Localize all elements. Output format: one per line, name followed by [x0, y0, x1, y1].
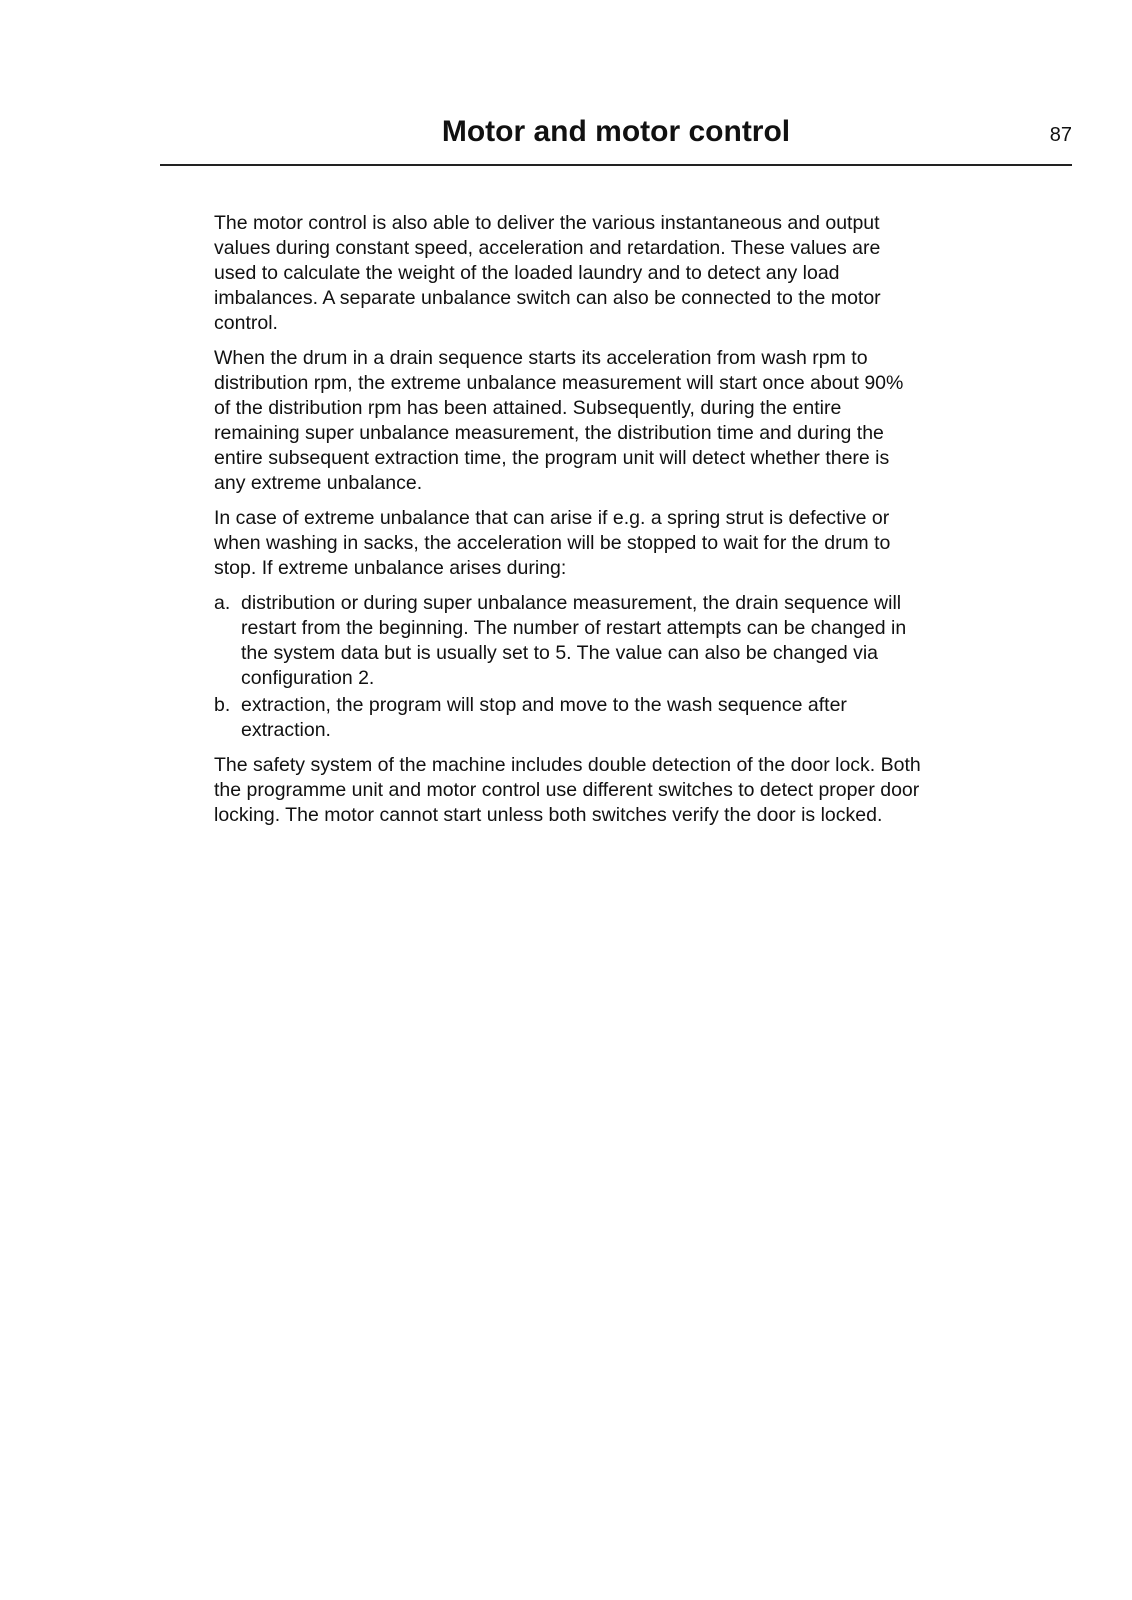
list-item-text: extraction, the program will stop and move to the wash sequence after extraction. — [241, 694, 847, 741]
paragraph-motor-control-values: The motor control is also able to deliver the various instantaneous and output values during constant speed, acceleration and retardation. These values are used to calculate the weight of the loaded laundry and to detect any load imbalances. A separate unbalance switch can also be connected to the motor control. — [214, 212, 881, 334]
page-number: 87 — [1049, 124, 1072, 146]
page-title: Motor and motor control — [441, 115, 791, 148]
paragraph-safety-system: The safety system of the machine includes double detection of the door lock. Both the programme unit and motor control use different switches to detect proper door locking. The motor cannot start unless both switches verify the door is locked. — [214, 754, 921, 826]
list-marker: a. — [214, 592, 231, 614]
list-item — [214, 693, 924, 743]
list-item — [214, 591, 924, 691]
page-header — [160, 112, 1072, 166]
paragraph-extreme-unbalance-cases: In case of extreme unbalance that can arise if e.g. a spring strut is defective or when washing in sacks, the acceleration will be stopped to wait for the drum to stop. If extreme unbalance arises during: — [214, 507, 891, 579]
list-marker: b. — [214, 694, 231, 716]
list-item-text: distribution or during super unbalance measurement, the drain sequence will restart from the beginning. The number of restart attempts can be changed in the system data but is usually set to 5. The value can also be changed via configuration 2. — [241, 592, 907, 689]
body-text — [214, 211, 924, 838]
unbalance-list — [214, 591, 924, 743]
paragraph-extreme-unbalance-measurement: When the drum in a drain sequence starts its acceleration from wash rpm to distribution rpm, the extreme unbalance measurement will start once about 90% of the distribution rpm has been attained. Subsequently, during the entire remaining super unbalance measurement, the distribution time and during the entire subsequent extraction time, the program unit will detect whether there is any extreme unbalance. — [214, 347, 904, 494]
